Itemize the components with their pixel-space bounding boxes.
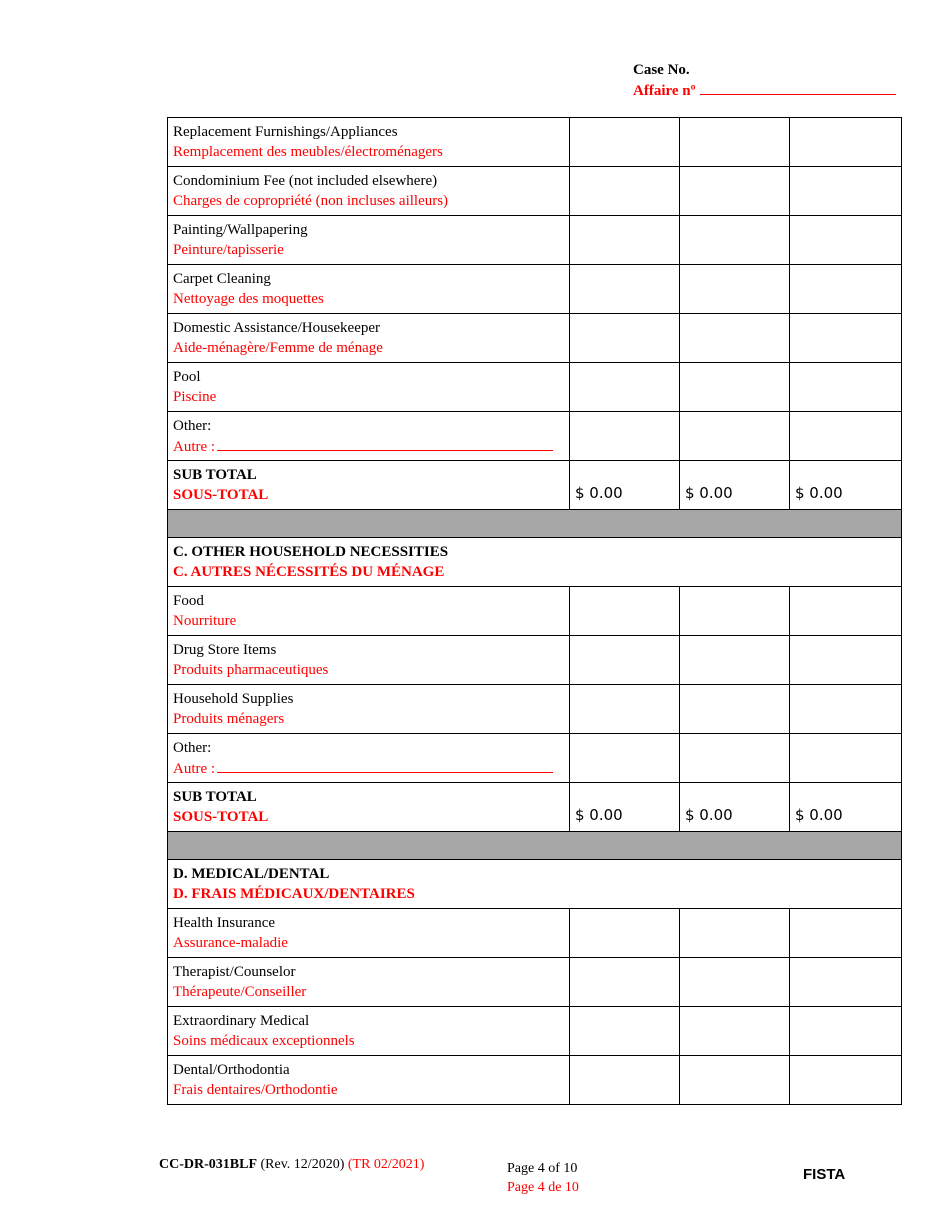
amount-cell-2[interactable] xyxy=(680,734,790,783)
amount-cell-2[interactable] xyxy=(680,958,790,1007)
row-label xyxy=(168,636,570,685)
amount-cell-1[interactable] xyxy=(570,587,680,636)
subtotal-label xyxy=(168,783,570,832)
row-label xyxy=(168,363,570,412)
row-label-en: Dental/Orthodontia xyxy=(173,1062,290,1078)
amount-cell-1[interactable] xyxy=(570,958,680,1007)
subtotal-row xyxy=(168,461,902,510)
row-label xyxy=(168,216,570,265)
table-row xyxy=(168,118,902,167)
table-row xyxy=(168,587,902,636)
row-label-en: Household Supplies xyxy=(173,691,294,707)
amount-cell-3[interactable] xyxy=(790,216,902,265)
amount-cell-1[interactable] xyxy=(570,118,680,167)
row-label-fr: Piscine xyxy=(173,389,217,405)
table-row xyxy=(168,636,902,685)
table-row xyxy=(168,412,902,461)
amount-cell-1[interactable] xyxy=(570,167,680,216)
other-label-fr: Autre : xyxy=(173,438,216,455)
row-label xyxy=(168,587,570,636)
section-divider xyxy=(168,510,902,538)
row-label-en: Replacement Furnishings/Appliances xyxy=(173,124,398,140)
case-no-label-fr-text: Affaire nº xyxy=(633,83,696,99)
section-title-en: D. MEDICAL/DENTAL xyxy=(173,866,330,882)
amount-cell-1[interactable] xyxy=(570,636,680,685)
row-label-fr: Peinture/tapisserie xyxy=(173,242,284,258)
row-label xyxy=(168,909,570,958)
section-title xyxy=(168,860,902,909)
row-label-en: Pool xyxy=(173,369,201,385)
amount-cell-2[interactable] xyxy=(680,216,790,265)
subtotal-value-1: $ 0.00 xyxy=(570,461,680,510)
row-label-fr: Thérapeute/Conseiller xyxy=(173,984,307,1000)
row-label-en: Other: xyxy=(173,417,212,434)
amount-cell-3[interactable] xyxy=(790,587,902,636)
amount-cell-3[interactable] xyxy=(790,363,902,412)
section-title-fr: D. FRAIS MÉDICAUX/DENTAIRES xyxy=(173,886,415,902)
amount-cell-2[interactable] xyxy=(680,1056,790,1105)
row-label-en: Painting/Wallpapering xyxy=(173,222,308,238)
section-divider-cell xyxy=(168,832,902,860)
row-label xyxy=(168,314,570,363)
row-label-en: Health Insurance xyxy=(173,915,276,931)
section-title-fr: C. AUTRES NÉCESSITÉS DU MÉNAGE xyxy=(173,564,445,580)
amount-cell-2[interactable] xyxy=(680,587,790,636)
table-row xyxy=(168,909,902,958)
section-title xyxy=(168,538,902,587)
row-label-fr: Nourriture xyxy=(173,613,237,629)
section-title-en: C. OTHER HOUSEHOLD NECESSITIES xyxy=(173,544,449,560)
row-label xyxy=(168,958,570,1007)
row-label-en: Condominium Fee (not included elsewhere) xyxy=(173,173,438,189)
amount-cell-2[interactable] xyxy=(680,636,790,685)
row-label-en: Therapist/Counselor xyxy=(173,964,296,980)
row-label xyxy=(168,734,570,783)
row-label-fr: Frais dentaires/Orthodontie xyxy=(173,1082,338,1098)
amount-cell-2[interactable] xyxy=(680,167,790,216)
subtotal-label-fr: SOUS-TOTAL xyxy=(173,487,269,503)
amount-cell-2[interactable] xyxy=(680,412,790,461)
table-row xyxy=(168,265,902,314)
subtotal-value-2: $ 0.00 xyxy=(680,783,790,832)
amount-cell-1[interactable] xyxy=(570,1007,680,1056)
other-description-input[interactable] xyxy=(217,436,553,451)
row-label xyxy=(168,265,570,314)
amount-cell-2[interactable] xyxy=(680,1007,790,1056)
amount-cell-1[interactable] xyxy=(570,216,680,265)
amount-cell-3[interactable] xyxy=(790,1007,902,1056)
table-row xyxy=(168,314,902,363)
other-label-fr: Autre : xyxy=(173,760,216,777)
section-divider xyxy=(168,832,902,860)
amount-cell-3[interactable] xyxy=(790,734,902,783)
page-number xyxy=(507,1159,579,1197)
row-label xyxy=(168,1056,570,1105)
amount-cell-1[interactable] xyxy=(570,265,680,314)
table-row xyxy=(168,734,902,783)
row-label-fr: Produits ménagers xyxy=(173,711,285,727)
row-label xyxy=(168,1007,570,1056)
row-label-en: Carpet Cleaning xyxy=(173,271,271,287)
subtotal-label-en: SUB TOTAL xyxy=(173,789,257,805)
subtotal-label-fr: SOUS-TOTAL xyxy=(173,809,269,825)
row-label-en: Drug Store Items xyxy=(173,642,277,658)
amount-cell-1[interactable] xyxy=(570,363,680,412)
row-label-fr: Remplacement des meubles/électroménagers xyxy=(173,144,443,160)
footer-form-code xyxy=(159,1157,424,1173)
amount-cell-1[interactable] xyxy=(570,412,680,461)
table-row xyxy=(168,167,902,216)
subtotal-row xyxy=(168,783,902,832)
expense-table xyxy=(167,117,902,1105)
row-label-fr xyxy=(173,758,564,779)
amount-cell-3[interactable] xyxy=(790,118,902,167)
form-code: CC-DR-031BLF xyxy=(159,1157,257,1172)
amount-cell-3[interactable] xyxy=(790,636,902,685)
section-header-d xyxy=(168,860,902,909)
section-header-c xyxy=(168,538,902,587)
amount-cell-2[interactable] xyxy=(680,118,790,167)
form-revision: (Rev. 12/2020) xyxy=(260,1157,345,1172)
row-label xyxy=(168,685,570,734)
amount-cell-1[interactable] xyxy=(570,314,680,363)
subtotal-value-2: $ 0.00 xyxy=(680,461,790,510)
other-description-input[interactable] xyxy=(217,758,553,773)
table-row xyxy=(168,1007,902,1056)
case-no-input-line[interactable] xyxy=(700,80,896,95)
table-row xyxy=(168,685,902,734)
amount-cell-2[interactable] xyxy=(680,265,790,314)
row-label-fr: Soins médicaux exceptionnels xyxy=(173,1033,355,1049)
amount-cell-3[interactable] xyxy=(790,265,902,314)
row-label xyxy=(168,167,570,216)
amount-cell-2[interactable] xyxy=(680,363,790,412)
row-label-en: Extraordinary Medical xyxy=(173,1013,310,1029)
table-row xyxy=(168,958,902,1007)
table-row xyxy=(168,1056,902,1105)
subtotal-label-en: SUB TOTAL xyxy=(173,467,257,483)
amount-cell-3[interactable] xyxy=(790,958,902,1007)
amount-cell-1[interactable] xyxy=(570,909,680,958)
row-label xyxy=(168,118,570,167)
table-row xyxy=(168,363,902,412)
page-number-en: Page 4 of 10 xyxy=(507,1161,578,1176)
amount-cell-3[interactable] xyxy=(790,314,902,363)
amount-cell-3[interactable] xyxy=(790,909,902,958)
section-divider-cell xyxy=(168,510,902,538)
amount-cell-1[interactable] xyxy=(570,685,680,734)
subtotal-value-3: $ 0.00 xyxy=(790,783,902,832)
row-label-en: Domestic Assistance/Housekeeper xyxy=(173,320,381,336)
amount-cell-1[interactable] xyxy=(570,1056,680,1105)
subtotal-value-1: $ 0.00 xyxy=(570,783,680,832)
amount-cell-2[interactable] xyxy=(680,909,790,958)
amount-cell-1[interactable] xyxy=(570,734,680,783)
row-label xyxy=(168,412,570,461)
brand-label: FISTA xyxy=(803,1166,846,1183)
form-translation: (TR 02/2021) xyxy=(347,1157,425,1172)
row-label-en: Other: xyxy=(173,739,212,756)
row-label-en: Food xyxy=(173,593,204,609)
case-no-label-en: Case No. xyxy=(633,62,690,78)
amount-cell-3[interactable] xyxy=(790,412,902,461)
amount-cell-3[interactable] xyxy=(790,685,902,734)
row-label-fr: Charges de copropriété (non incluses ailleurs) xyxy=(173,193,449,209)
subtotal-value-3: $ 0.00 xyxy=(790,461,902,510)
row-label-fr: Nettoyage des moquettes xyxy=(173,291,324,307)
case-number-block xyxy=(633,60,896,101)
row-label-fr xyxy=(173,436,564,457)
amount-cell-3[interactable] xyxy=(790,1056,902,1105)
row-label-fr: Aide-ménagère/Femme de ménage xyxy=(173,340,383,356)
case-no-label-fr xyxy=(633,80,896,101)
table-row xyxy=(168,216,902,265)
page-number-fr: Page 4 de 10 xyxy=(507,1180,579,1195)
amount-cell-2[interactable] xyxy=(680,685,790,734)
amount-cell-3[interactable] xyxy=(790,167,902,216)
row-label-fr: Produits pharmaceutiques xyxy=(173,662,329,678)
amount-cell-2[interactable] xyxy=(680,314,790,363)
subtotal-label xyxy=(168,461,570,510)
row-label-fr: Assurance-maladie xyxy=(173,935,288,951)
